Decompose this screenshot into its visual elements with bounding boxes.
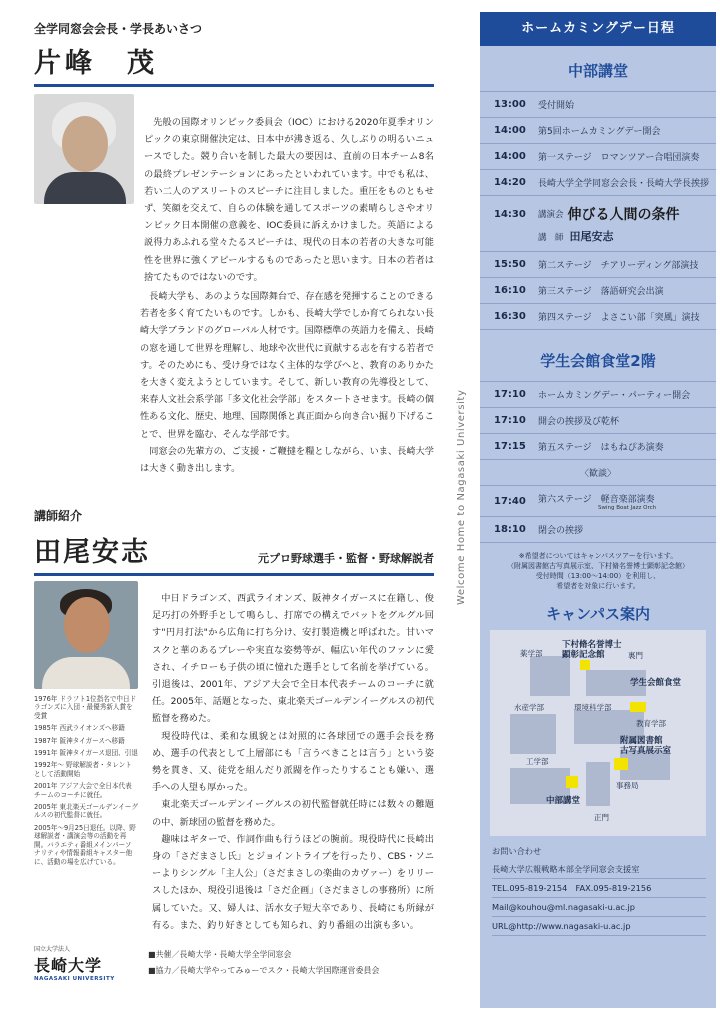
schedule-text-wrap: [538, 492, 656, 511]
schedule-list: [480, 381, 716, 543]
contact-mail[interactable]: Mail@kouhou@ml.nagasaki-u.ac.jp: [492, 898, 706, 917]
president-photo: [34, 94, 134, 204]
contact-tel: TEL.095-819-2154 FAX.095-819-2156: [492, 879, 706, 898]
career-item: 1987年 阪神タイガースへ移籍: [34, 736, 125, 745]
map-label-suisan: 水産学部: [514, 703, 544, 712]
schedule-row: [480, 517, 716, 543]
note-line: ※希望者についてはキャンパスツアーを行います。: [518, 552, 678, 560]
greeting-label: 全学同窓会会長・学長あいさつ: [34, 22, 203, 36]
schedule-text: 第5回ホームカミングデー開会: [538, 127, 661, 137]
speaker-name: 田尾安志: [569, 230, 614, 243]
university-logo: [34, 944, 136, 982]
schedule-time: 14:00: [494, 151, 526, 162]
title-rule: [34, 84, 434, 87]
logo-main-text: 長崎大学: [34, 956, 103, 975]
contact-org: 長崎大学広報戦略本部全学同窓会支援室: [492, 860, 706, 879]
speaker-label: 講 師: [538, 233, 564, 243]
greeting-paragraph: 先般の国際オリンピック委員会（IOC）における2020年夏季オリンピックの東京開催決定は、日本中が沸き返る、久しぶりの明るいニュースでした。競り合いを制した最大の要因は、直前の日本チーム8名の最終プレゼンテーションにあったといわれています。中でも私は、若い二人のアスリートのスピーチに注目しました。重圧をものともせず、笑顔を交えて、自らの体験を通してスポーツの素晴らしさやオリンピック日本開催の意義を、IOC委員に訴えかけました。英語による説得力あふれる堂々たるスピーチは、現代の日本の若者の大きな可能性を世界に強くアピールするものであったと思います。日本の若者は捨てたものではないのです。: [144, 117, 434, 283]
map-label-jimu: 事務局: [616, 781, 639, 790]
lecturer-subtitle: 元プロ野球選手・監督・野球解説者: [258, 552, 434, 565]
career-item: 1976年 ドラフト1位指名で中日ドラゴンズに入団・最優秀新人賞を受賞: [34, 695, 137, 720]
schedule-text: ホームカミングデー・パーティー開会: [538, 391, 691, 401]
schedule-text: 受付開始: [538, 101, 575, 111]
career-item: 2005年 東北楽天ゴールデンイーグルスの初代監督に就任。: [34, 803, 139, 820]
note-line: 受付時間（13:00～14:00）を利用し、: [535, 572, 661, 580]
campus-heading: キャンパス案内: [546, 605, 650, 623]
logo-small-text: 国立大学法人: [34, 946, 71, 953]
schedule-text: 第五ステージ はもねぴあ演奏: [538, 443, 664, 453]
schedule-row: [480, 92, 716, 118]
face-shape: [62, 116, 108, 172]
lecturer-paragraph: 趣味はギターで、作詞作曲も行うほどの腕前。現役時代に長崎出身の「さだまさし氏」とジョイントライブを行ったり、CBS・ソニーよりシングル「主人公」（さだまさしの楽曲のカヴァー）をリリースしたほか、現役引退後は「さだ企画」（さだまさしの事務所）に所属していた。又、婦人は、活水女子短大卒であり、長崎にも所縁が有る。また、釣り好きとしても知られ、釣り番組の出演も多い。: [152, 833, 434, 931]
schedule-time: 18:10: [494, 524, 526, 535]
face-shape: [64, 597, 110, 653]
suit-shape: [44, 172, 126, 204]
schedule-sidebar: [480, 12, 716, 1008]
schedule-time: 14:30: [494, 208, 526, 220]
lecture-kind: 講演会: [538, 210, 564, 220]
map-label-uramon: 裏門: [628, 651, 643, 660]
kandan-row: [480, 460, 716, 486]
career-item: 2001年 アジア大会で全日本代表チームのコーチに就任。: [34, 782, 132, 799]
note-line: 希望者を対象に行います。: [556, 582, 640, 590]
vertical-tagline: Welcome Home to Nagasaki University: [456, 389, 467, 605]
lecture-speaker: [538, 228, 716, 244]
lecturer-paragraph: 東北楽天ゴールデンイーグルスの初代監督就任時には数々の難題の中、新球団の監督を務めた。: [152, 799, 434, 828]
schedule-text: 開会の挨拶及び乾杯: [538, 417, 620, 427]
map-label-koshashin: 古写真展示室: [620, 746, 672, 756]
map-label-kogaku: 工学部: [526, 757, 549, 766]
campus-map: [490, 630, 706, 836]
footer: [34, 944, 434, 982]
schedule-text: 第二ステージ チアリーディング部演技: [538, 261, 699, 271]
greeting-body-2: [140, 288, 434, 477]
career-item: 1991年 阪神タイガース退団、引退: [34, 749, 138, 758]
schedule-row: [480, 278, 716, 304]
schedule-row: [480, 170, 716, 196]
schedule-row: [480, 382, 716, 408]
schedule-time: 13:00: [494, 99, 526, 110]
tour-note: [480, 551, 716, 591]
greeting-body: [144, 114, 434, 286]
map-building: [586, 762, 610, 806]
lecturer-label: 講師紹介: [34, 509, 83, 523]
map-highlight-shimomura: [580, 660, 590, 670]
map-highlight-chubu: [566, 776, 578, 788]
schedule-row: [480, 304, 716, 330]
schedule-text: 長崎大学全学同窓会会長・長崎大学長挨拶: [538, 179, 710, 189]
map-label-seimon: 正門: [594, 813, 609, 822]
schedule-time: 17:40: [494, 495, 526, 507]
lecturer-section: [34, 507, 434, 931]
host-line: ■共催／長崎大学・長崎大学全学同窓会: [148, 950, 292, 959]
schedule-text: 第四ステージ よさこい部「突風」演技: [538, 313, 700, 323]
schedule-text: 第三ステージ 落語研究会出演: [538, 287, 664, 297]
left-column: [34, 20, 434, 931]
note-line: （附属図書館古写真展示室、下村脩名誉博士顕彰記念館）: [507, 562, 689, 570]
shirt-shape: [42, 657, 130, 689]
lecture-top: [494, 204, 716, 224]
schedule-time: 17:15: [494, 441, 526, 452]
lecturer-title-row: [34, 526, 434, 569]
venue-heading: 中部講堂: [567, 62, 628, 80]
schedule-time: 16:10: [494, 285, 526, 296]
lecturer-photo: [34, 581, 138, 689]
president-name: 片峰 茂: [34, 48, 158, 79]
schedule-text: 閉会の挨拶: [538, 526, 584, 536]
schedule-row: [480, 252, 716, 278]
map-building: [510, 714, 556, 754]
career-list: [34, 695, 138, 870]
venue-heading: 学生会館食堂2階: [540, 352, 656, 370]
support-line: ■協力／長崎大学やってみゅーでスク・長崎大学国際運営委員会: [148, 966, 380, 975]
kandan-text: 〈歓談〉: [579, 469, 616, 479]
lecturer-paragraph: 現役時代は、柔和な風貌とは対照的に各球団での選手会長を務め、選手の代表として上層部にも「言うべきことは言う」という姿勢を貫き、又、徒党を組んだり派閥を作ったりすることも嫌い、選手への人望も厚かった。: [152, 730, 434, 794]
sidebar-title: ホームカミングデー日程: [480, 12, 716, 46]
lecturer-name: 田尾安志: [34, 537, 150, 568]
map-building: [530, 656, 570, 696]
career-item: 1985年 西武ライオンズへ移籍: [34, 724, 125, 733]
schedule-text: 第一ステージ ロマンツアー合唱団演奏: [538, 153, 700, 163]
map-label-shimomura: 下村脩名誉博士: [562, 640, 622, 650]
lecturer-rule: [34, 573, 434, 576]
greeting-paragraph: 長崎大学も、あのような国際舞台で、存在感を発揮することのできる若者を多く育てたいものです。しかも、長崎大学でしか育てられない長崎大学ブランドのグローバル人材です。国際標準の英語力を備え、長崎の窓を通して世界を理解し、地球や次世代に貢献する志を有する若者です。そのためにも、受け身ではなく主体的な学びへと、教育のありかたを大きく変えようとしています。そして、新しい教育の先導役として、来春人文社会系学部「多文化社会学部」をスタートさせます。長崎の個性ある文化、歴史、地理、国際関係と真正面から向き合い掘り下げることで、世界を臨む、そんな学部です。: [140, 291, 434, 440]
map-label-kyoiku: 教育学部: [636, 719, 666, 728]
contact-heading: お問い合わせ: [492, 846, 542, 856]
schedule-row: [480, 118, 716, 144]
map-label-fuzoku: 附属図書館: [620, 736, 663, 746]
contact-info: [480, 836, 716, 936]
schedule-time: 17:10: [494, 415, 526, 426]
contact-url[interactable]: URL@http://www.nagasaki-u.ac.jp: [492, 917, 706, 936]
schedule-text: 第六ステージ 軽音楽部演奏: [538, 494, 655, 505]
schedule-list: [480, 91, 716, 330]
schedule-time: 17:10: [494, 389, 526, 400]
schedule-row: [480, 144, 716, 170]
schedule-time: 16:30: [494, 311, 526, 322]
schedule-time: 15:50: [494, 259, 526, 270]
career-item: 2005年～9月25日退任。以降、野球解説者・講演会等の活動を再開。バラエティ番組メインパーソナリティや情報番組キャスター他に、活動の場を広げている。: [34, 823, 136, 866]
schedule-row: [480, 408, 716, 434]
career-item: 1992年～ 野球解説者・タレントとして活動開始: [34, 761, 132, 778]
schedule-time: 14:20: [494, 177, 526, 188]
map-highlight-fuzoku: [614, 758, 628, 770]
lecturer-paragraph: 中日ドラゴンズ、西武ライオンズ、阪神タイガースに在籍し、俊足巧打の外野手として鳴らし、打席での構えでバットをグルグル回す"円月打法"から広角に打ち分け、安打製造機と呼ばれた。甘いマスクと華のあるプレーや実直な姿勢等が、幅広い年代のファンに愛され、イチローも子供の頃に憧れた選手として名前を挙げている。引退後は、2001年、アジア大会で全日本代表チームのコーチに就任。2005年、話題となった、東北楽天ゴールデンイーグルスの初代監督を務めた。: [152, 593, 434, 725]
lecture-title: 伸びる人間の条件: [567, 207, 680, 223]
lecture-row: [480, 196, 716, 252]
schedule-row: [480, 434, 716, 460]
lecturer-body: [152, 590, 434, 934]
map-highlight-gakusei: [630, 702, 646, 712]
map-label-shimomura2: 顕彰記念館: [562, 650, 605, 660]
schedule-row: [480, 486, 716, 517]
map-label-kankyo: 環境科学部: [574, 703, 612, 712]
footer-credits: [148, 947, 380, 979]
logo-english-text: NAGASAKI UNIVERSITY: [34, 976, 115, 982]
band-name: Swing Boat Jazz Orch: [598, 504, 657, 511]
map-label-yakugaku: 薬学部: [520, 649, 543, 658]
greeting-paragraph: 同窓会の先輩方の、ご支援・ご鞭撻を糧としながら、いま、長崎大学は大きく動き出します。: [140, 445, 434, 475]
schedule-time: 14:00: [494, 125, 526, 136]
map-label-chubu: 中部講堂: [546, 796, 581, 806]
map-label-gakusei: 学生会館食堂: [630, 678, 682, 688]
